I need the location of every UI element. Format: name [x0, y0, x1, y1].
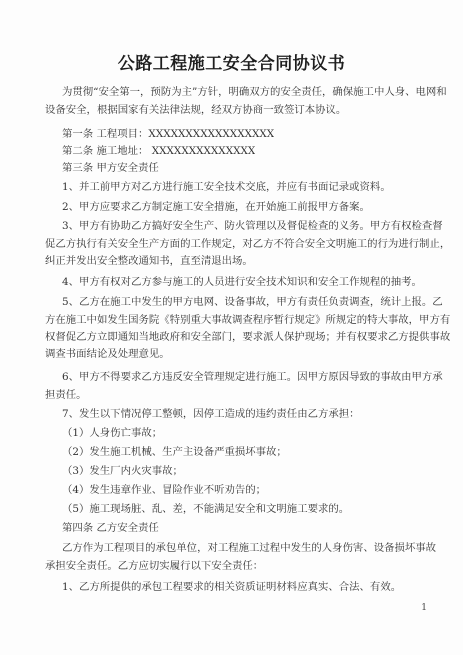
text-line: （3）发生厂内火灾事故； — [62, 465, 183, 477]
text-line: 第一条 工程项目：XXXXXXXXXXXXXXXXX — [62, 128, 275, 140]
text-line: 乙方作为工程项目的承包单位，对工程施工过程中发生的人身伤害、设备损坏事故 — [62, 542, 437, 554]
text-line: （2）发生施工机械、生产主设备严重损坏事故； — [62, 446, 287, 458]
text-line: 担责任。 — [45, 389, 87, 401]
document-title: 公路工程施工安全合同协议书 — [117, 54, 346, 74]
text-line: 方在施工中如发生国务院《特别重大事故调查程序暂行规定》所规定的特大事故，甲方有 — [45, 314, 451, 326]
text-line: （4）发生违章作业、冒险作业不听劝告的； — [62, 484, 267, 496]
text-line: 1、乙方所提供的承包工程要求的相关资质证明材料应真实、合法、有效。 — [62, 581, 402, 593]
text-line: 承担安全责任。乙方应切实履行以下安全责任： — [45, 560, 264, 572]
text-line: 1、并工前甲方对乙方进行施工安全技术交底，并应有书面记录或资料。 — [62, 181, 391, 193]
text-line: 2、甲方应要求乙方制定施工安全措施，在开始施工前报甲方备案。 — [62, 201, 370, 213]
text-line: 调查书面结论及处理意见。 — [45, 348, 170, 360]
text-line: 第四条 乙方安全责任 — [62, 522, 159, 534]
text-line: 4、甲方有权对乙方参与施工的人员进行安全技术知识和安全工作规程的抽考。 — [62, 276, 422, 288]
text-line: 设备安全，根据国家有关法律法规，经双方协商一致签订本协议。 — [45, 104, 347, 116]
text-line: 第三条 甲方安全责任 — [62, 162, 159, 174]
text-line: 为贯彻“安全第一，预防为主”方针，明确双方的安全责任，确保施工中人身、电网和 — [62, 86, 447, 98]
text-line: 第二条 施工地址： XXXXXXXXXXXXXX — [62, 145, 256, 157]
text-line: （5）施工现场脏、乱、差，不能满足安全和文明施工要求的。 — [62, 503, 350, 515]
text-line: （1）人身伤亡事故； — [62, 427, 163, 439]
text-line: 6、甲方不得要求乙方违反安全管理规定进行施工。因甲方原因导致的事故由甲方承 — [62, 371, 443, 383]
text-line: 纠正并发出安全整改通知书，直至清退出场。 — [45, 255, 253, 267]
text-line: 3、甲方有协助乙方搞好安全生产、防火管理以及督促检查的义务。甲方有权检查督 — [62, 220, 443, 232]
text-line: 7、发生以下情况停工整顿，因停工造成的违约责任由乙方承担： — [62, 408, 360, 420]
text-line: 促乙方执行有关安全生产方面的工作规定，对乙方不符合安全文明施工的行为进行制止， — [45, 238, 451, 250]
text-line: 5、乙方在施工中发生的甲方电网、设备事故，甲方有责任负责调查，统计上报。乙 — [62, 296, 443, 308]
text-line: 权督促乙方立即通知当地政府和安全部门，要求派人保护现场；并有权要求乙方提供事故 — [45, 331, 451, 343]
page-number: 1 — [421, 603, 427, 613]
